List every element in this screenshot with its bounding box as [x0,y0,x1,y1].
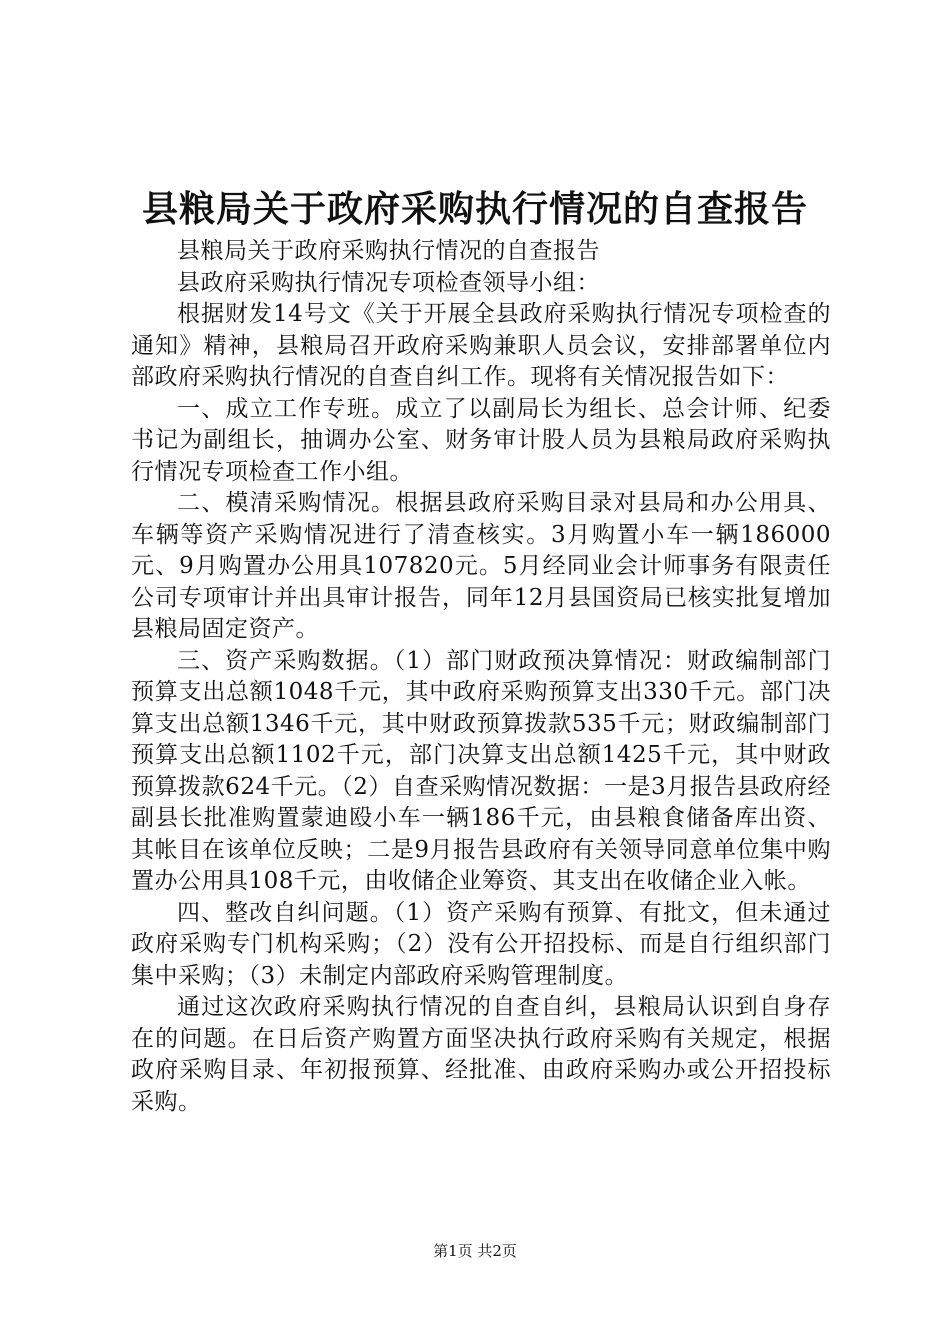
paragraph-section-1: 一、成立工作专班。成立了以副局长为组长、总会计师、纪委书记为副组长，抽调办公室、财务审计股人员为县粮局政府采购执行情况专项检查工作小组。 [131,395,831,485]
paragraph-addressee: 县政府采购执行情况专项检查领导小组： [177,269,600,296]
paragraph-conclusion: 通过这次政府采购执行情况的自查自纠，县粮局认识到自身存在的问题。在日后资产购置方面坚决执行政府采购有关规定，根据政府采购目录、年初报预算、经批准、由政府采购办或公开招投标采购。 [131,994,831,1115]
paragraph-section-2: 二、模清采购情况。根据县政府采购目录对县局和办公用具、车辆等资产采购情况进行了清查核实。3月购置小车一辆186000元、9月购置办公用具107820元。5月经同业会计师事务有限责任公司专项审计并出具审计报告，同年12月县国资局已核实批复增加县粮局固定资产。 [131,490,831,642]
paragraph-subtitle: 县粮局关于政府采购执行情况的自查报告 [177,238,600,264]
paragraph-intro: 根据财发14号文《关于开展全县政府采购执行情况专项检查的通知》精神，县粮局召开政府采购兼职人员会议，安排部署单位内部政府采购执行情况的自查自纠工作。现将有关情况报告如下： [131,301,831,390]
page-number-footer: 第1页 共2页 [433,1242,517,1260]
paragraph-section-3: 三、资产采购数据。（1）部门财政预决算情况：财政编制部门预算支出总额1048千元，其中政府采购预算支出330千元。部门决算支出总额1346千元，其中财政预算拨款535千元；财政编制部门预算支出总额1102千元，部门决算支出总额1425千元，其中财政预算拨款624千元。（2）自查采购情况数据：一是3月报告县政府经副县长批准购置蒙迪殴小车一辆186千元，由县粮食储备库出资、其帐目在该单位反映；二是9月报告县政府有关领导同意单位集中购置办公用具108千元，由收储企业筹资、其支出在收储企业入帐。 [131,647,831,894]
document-title: 县粮局关于政府采购执行情况的自查报告 [141,188,808,230]
document-body [131,236,831,1118]
paragraph-section-4: 四、整改自纠问题。（1）资产采购有预算、有批文，但未通过政府采购专门机构采购；（2）没有公开招投标、而是自行组织部门集中采购；（3）未制定内部政府采购管理制度。 [131,899,831,989]
